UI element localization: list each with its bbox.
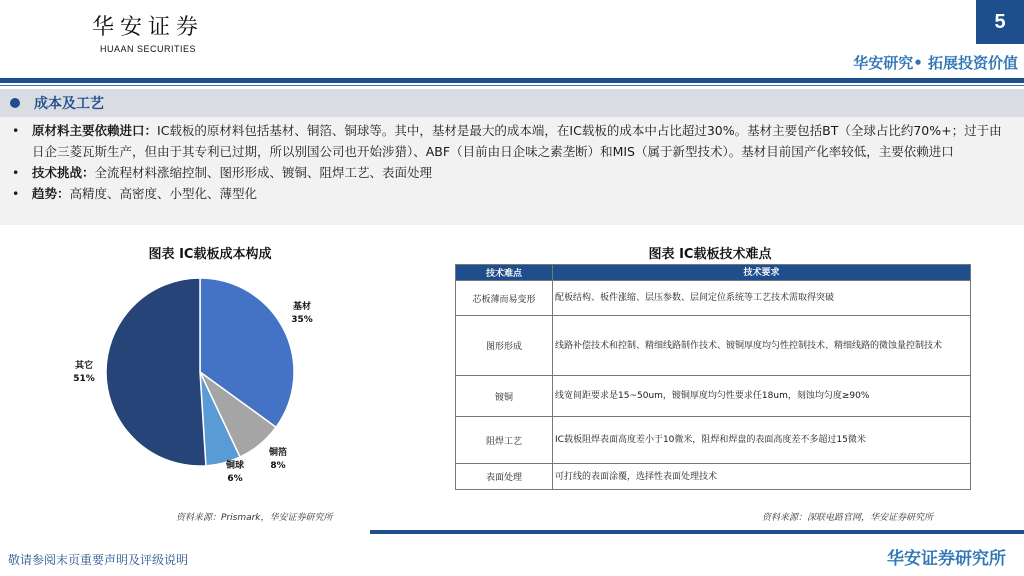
- pie-label-substrate: [282, 301, 322, 327]
- pie-slice-other: [106, 278, 206, 466]
- pie-label-copper-foil: [258, 447, 298, 473]
- table-source: 资料来源：深联电路官网，华安证券研究所: [762, 513, 934, 523]
- table-row: [456, 463, 970, 489]
- list-item: [12, 162, 1012, 183]
- table-title: 图表 IC载板技术难点: [648, 247, 772, 262]
- pie-label-value: 8%: [270, 461, 286, 471]
- bullet-heading: 趋势：: [32, 186, 70, 201]
- table-cell-name: 表面处理: [456, 464, 553, 489]
- page-number: 5: [976, 0, 1024, 44]
- table-cell-name: 镀铜: [456, 376, 553, 416]
- pie-label-name: 基材: [292, 302, 311, 312]
- table-row: [456, 315, 970, 375]
- footer-disclaimer: 敬请参阅末页重要声明及评级说明: [8, 553, 189, 567]
- bullet-mark: •: [12, 123, 20, 138]
- table-cell-req: IC载板阻焊表面高度差小于10微米，阻焊和焊盘的表面高度差不多超过15微米: [555, 435, 866, 445]
- pie-label-value: 6%: [227, 474, 243, 484]
- pie-label-name: 其它: [74, 361, 93, 371]
- table-row: [456, 280, 970, 315]
- table-cell-req: 配板结构、板件涨缩、层压参数、层间定位系统等工艺技术需取得突破: [555, 293, 835, 303]
- table-cell-name: 图形形成: [456, 316, 553, 375]
- header-divider: [0, 78, 1024, 83]
- table-cell-req: 线宽间距要求是15~50um，镀铜厚度均匀性要求任18um，刻蚀均匀度≥90%: [555, 391, 870, 401]
- table-header-cell: 技术难点: [456, 265, 553, 280]
- pie-label-value: 51%: [73, 374, 95, 384]
- company-logo: [88, 14, 208, 54]
- list-item: [12, 120, 1012, 162]
- table-row: [456, 416, 970, 463]
- table-cell-req: 线路补偿技术和控制、精细线路制作技术、镀铜厚度均匀性控制技术、精细线路的微蚀量控制技术: [555, 340, 943, 351]
- section-title: 成本及工艺: [34, 96, 104, 112]
- table-header-row: [456, 265, 970, 280]
- footer-brand: 华安证券研究所: [887, 549, 1006, 569]
- pie-chart-title: 图表 IC载板成本构成: [148, 247, 272, 262]
- footer-divider: [370, 530, 1024, 534]
- bullet-text: 全流程材料涨缩控制、图形形成、镀铜、阻焊工艺、表面处理: [94, 165, 433, 180]
- table-cell-name: 阻焊工艺: [456, 417, 553, 463]
- table-row: [456, 375, 970, 416]
- table-cell-req: 可打线的表面涂覆，选择性表面处理技术: [555, 471, 718, 482]
- pie-label-name: 铜球: [225, 461, 244, 471]
- logo-english-text: HUAAN SECURITIES: [99, 44, 196, 54]
- section-title-bar: [0, 89, 1024, 117]
- table-cell-name: 芯板薄而易变形: [456, 281, 553, 315]
- pie-chart: [100, 272, 300, 476]
- bullet-heading: 技术挑战：: [32, 165, 95, 180]
- bullet-mark: •: [12, 186, 20, 201]
- key-points-list: [0, 117, 1024, 225]
- bullet-mark: •: [12, 165, 20, 180]
- bullet-text: IC载板的原材料包括基材、铜箔、铜球等。其中，基材是最大的成本端，在IC载板的成本中占比超过30%。基材主要包括BT（全球占比约70%+；过于由日企三菱瓦斯生产，但由于其专利已过期，所以别国公司也开始涉猎）、ABF（目前由日企味之素垄断）和MIS（属于新型技术）。基材目前国产化率较低，主要依赖进口: [32, 123, 1002, 159]
- table-header-cell: 技术要求: [743, 267, 780, 278]
- logo-chinese-text: 华安证券: [91, 15, 204, 40]
- pie-label-value: 35%: [291, 315, 313, 325]
- tech-difficulty-table: [455, 264, 971, 490]
- pie-chart-svg: [100, 272, 300, 472]
- pie-label-other: [64, 360, 104, 386]
- bullet-text: 高精度、高密度、小型化、薄型化: [69, 186, 258, 201]
- header-divider-thin: [0, 85, 1024, 86]
- bullet-heading: 原材料主要依赖进口：: [32, 123, 158, 138]
- pie-label-copper-ball: [215, 460, 255, 486]
- list-item: [12, 183, 1012, 204]
- header-slogan: 华安研究• 拓展投资价值: [853, 54, 1018, 72]
- bullet-dot-icon: [10, 98, 20, 108]
- pie-chart-source: 资料来源：Prismark，华安证券研究所: [176, 513, 333, 523]
- pie-label-name: 铜箔: [268, 448, 287, 458]
